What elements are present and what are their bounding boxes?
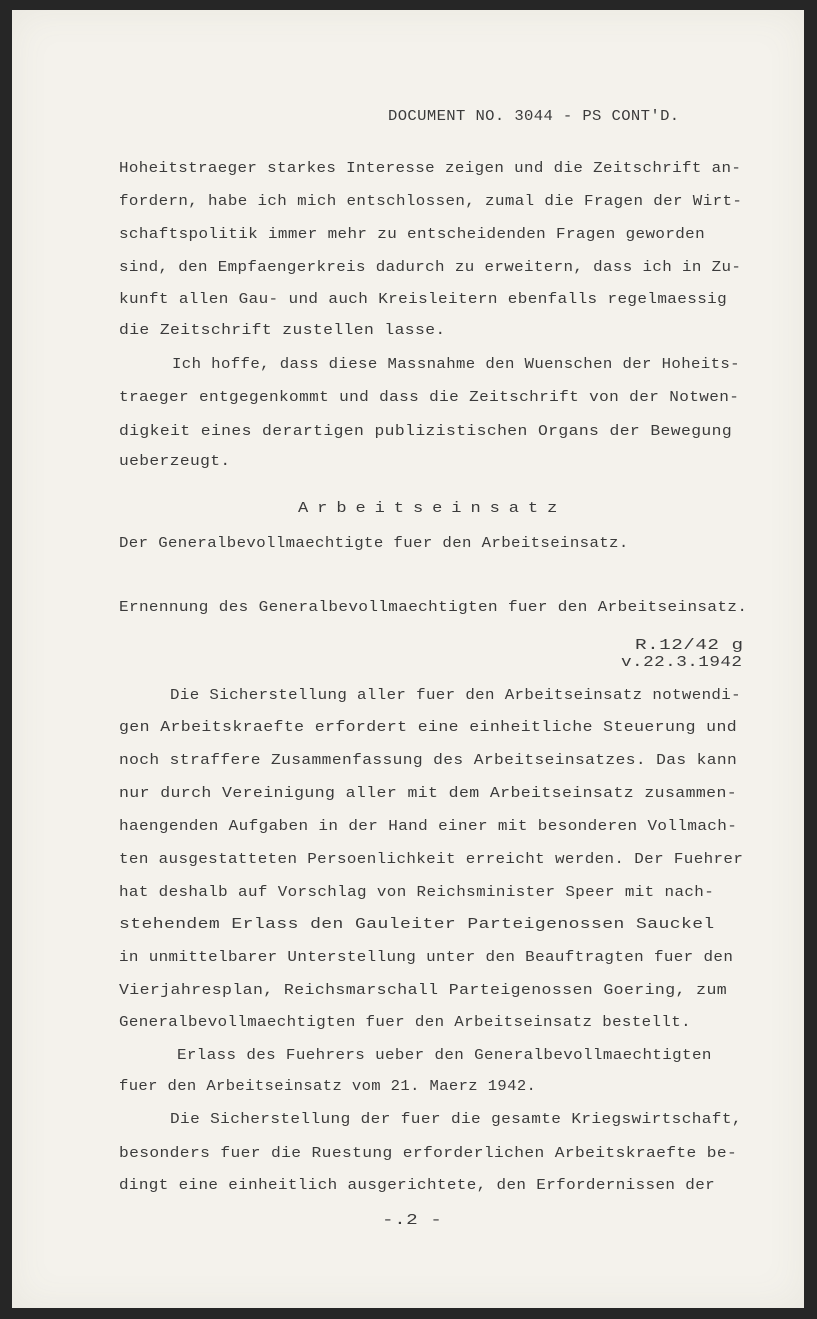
paragraph-1-line-2: fordern, habe ich mich entschlossen, zumal die Fragen der Wirt- — [119, 194, 743, 210]
appointment-title: Ernennung des Generalbevollmaechtigten fuer den Arbeitseinsatz. — [119, 600, 748, 616]
document-header: DOCUMENT NO. 3044 - PS CONT'D. — [388, 109, 680, 125]
paragraph-3-line-9: in unmittelbarer Unterstellung unter den Beauftragten fuer den — [119, 950, 734, 966]
paragraph-4-line-1: Die Sicherstellung der fuer die gesamte Kriegswirtschaft, — [170, 1112, 742, 1128]
paragraph-3-line-11: Generalbevollmaechtigten fuer den Arbeitseinsatz bestellt. — [119, 1015, 691, 1031]
paragraph-3-line-5: haengenden Aufgaben in der Hand einer mit besonderen Vollmach- — [119, 819, 738, 835]
paragraph-1-line-1: Hoheitstraeger starkes Interesse zeigen und die Zeitschrift an- — [119, 161, 742, 177]
paragraph-1-line-5: kunft allen Gau- und auch Kreisleitern ebenfalls regelmaessig — [119, 292, 728, 308]
paragraph-1-line-4: sind, den Empfaengerkreis dadurch zu erweitern, dass ich in Zu- — [119, 260, 742, 276]
decree-title-line-1: Erlass des Fuehrers ueber den Generalbevollmaechtigten — [177, 1048, 712, 1064]
paragraph-2-line-3: digkeit eines derartigen publizistischen Organs der Bewegung — [119, 424, 733, 440]
paragraph-4-line-3: dingt eine einheitlich ausgerichtete, den Erfordernissen der — [119, 1178, 716, 1194]
document-page — [12, 10, 804, 1308]
paragraph-1-line-3: schaftspolitik immer mehr zu entscheidenden Fragen geworden — [119, 227, 706, 243]
section-heading: Arbeitseinsatz — [298, 501, 567, 517]
paragraph-3-line-1: Die Sicherstellung aller fuer den Arbeitseinsatz notwendi- — [170, 688, 741, 704]
paragraph-3-line-6: ten ausgestatteten Persoenlichkeit erreicht werden. Der Fuehrer — [119, 852, 744, 868]
page-number: -.2 - — [382, 1213, 443, 1229]
paragraph-3-line-10: Vierjahresplan, Reichsmarschall Parteigenossen Goering, zum — [119, 983, 728, 999]
reference-line-1: R.12/42 g — [635, 638, 744, 654]
reference-line-2: v.22.3.1942 — [621, 655, 743, 671]
paragraph-1-line-6: die Zeitschrift zustellen lasse. — [119, 323, 446, 339]
paragraph-2-line-1: Ich hoffe, dass diese Massnahme den Wuenschen der Hoheits- — [172, 357, 740, 373]
paragraph-3-line-2: gen Arbeitskraefte erfordert eine einheitliche Steuerung und — [119, 720, 738, 736]
paragraph-3-line-4: nur durch Vereinigung aller mit dem Arbeitseinsatz zusammen- — [119, 786, 738, 802]
paragraph-4-line-2: besonders fuer die Ruestung erforderlichen Arbeitskraefte be- — [119, 1146, 738, 1162]
decree-title-line-2: fuer den Arbeitseinsatz vom 21. Maerz 1942. — [119, 1079, 537, 1095]
paragraph-3-line-8: stehendem Erlass den Gauleiter Parteigenossen Sauckel — [119, 917, 715, 933]
paragraph-3-line-7: hat deshalb auf Vorschlag von Reichsminister Speer mit nach- — [119, 885, 715, 901]
paragraph-2-line-2: traeger entgegenkommt und dass die Zeitschrift von der Notwen- — [119, 390, 740, 406]
section-subheading: Der Generalbevollmaechtigte fuer den Arbeitseinsatz. — [119, 536, 629, 552]
paragraph-3-line-3: noch straffere Zusammenfassung des Arbeitseinsatzes. Das kann — [119, 753, 738, 769]
paragraph-2-line-4: ueberzeugt. — [119, 454, 231, 470]
